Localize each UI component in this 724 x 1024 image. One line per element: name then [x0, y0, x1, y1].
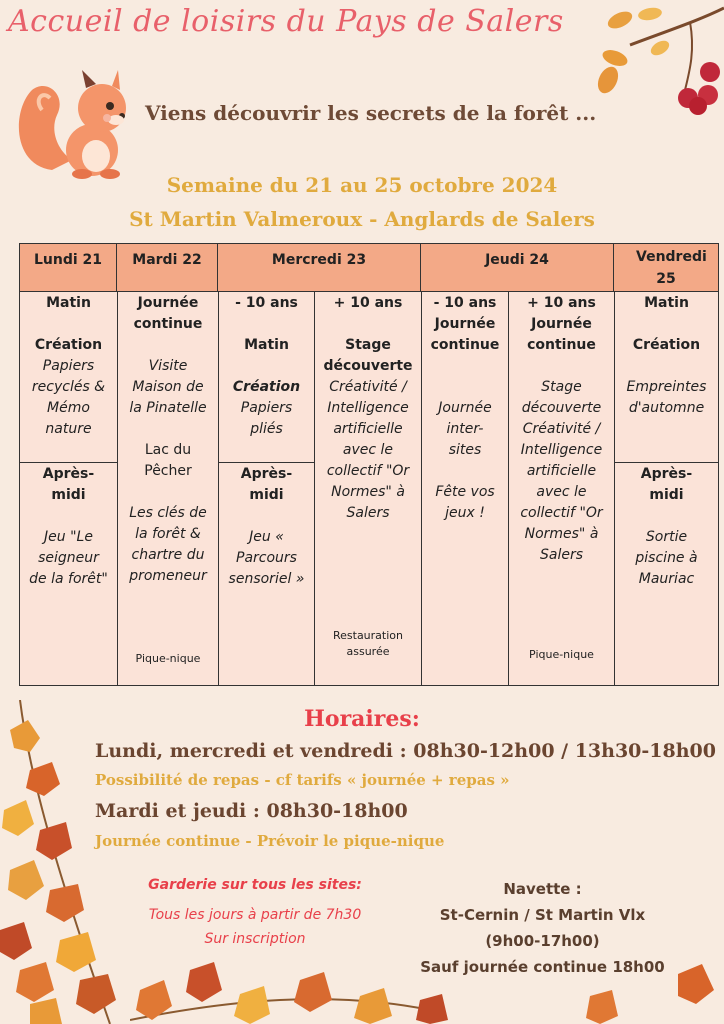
friday-morning-cell — [615, 293, 718, 419]
activity-desc: Jeu « Parcours sensoriel » — [228, 529, 305, 587]
day-header-thursday: Jeudi 24 — [421, 244, 614, 292]
activity-desc: Stage découverte Créativité / Intelligence artificielle avec le collectif "Or Normes" à Salers — [520, 379, 603, 563]
period-label: Matin — [644, 295, 689, 311]
activity-title: Création — [232, 379, 301, 395]
daycare-title: Garderie sur tous les sites: — [148, 877, 362, 893]
hours-line: Lundi, mercredi et vendredi : 08h30-12h00 / 13h30-18h00 — [95, 740, 716, 762]
page-title: Accueil de loisirs du Pays de Salers — [8, 4, 564, 39]
activity-desc: Les clés de la forêt & chartre du promeneur — [129, 505, 207, 584]
activity-desc: Lac du Pêcher — [144, 442, 192, 479]
age-label: + 10 ans — [527, 295, 596, 311]
daycare-line: Tous les jours à partir de 7h30 — [148, 907, 362, 923]
activity-desc: Visite Maison de la Pinatelle — [129, 358, 207, 416]
activity-desc: Journée inter-sites — [438, 400, 492, 458]
wednesday-over10-note — [315, 628, 421, 660]
period-label: Journée continue — [430, 316, 500, 353]
age-label: - 10 ans — [433, 295, 497, 311]
note-text: Pique-nique — [529, 648, 594, 661]
note-text: Restauration assurée — [332, 629, 403, 658]
hours-line: Mardi et jeudi : 08h30-18h00 — [95, 800, 408, 822]
activity-title: Création — [632, 337, 701, 353]
period-label: Matin — [244, 337, 289, 353]
day-header-monday: Lundi 21 — [20, 244, 117, 292]
grid-line — [20, 462, 117, 463]
activity-desc: Empreintes d'automne — [626, 379, 707, 416]
hours-note: Possibilité de repas - cf tarifs « journée + repas » — [95, 771, 510, 789]
berry-branch-icon — [590, 0, 724, 120]
monday-afternoon-cell — [20, 464, 117, 590]
friday-afternoon-cell — [615, 464, 718, 590]
period-label: Après-midi — [42, 466, 95, 503]
wednesday-under10-morning-cell — [219, 293, 314, 440]
daycare-info — [110, 873, 400, 951]
grid-line — [218, 462, 314, 463]
monday-morning-cell — [20, 293, 117, 440]
day-header-friday: Vendredi 25 — [614, 244, 718, 292]
shuttle-line: (9h00-17h00) — [485, 932, 600, 950]
squirrel-icon — [12, 70, 130, 180]
activity-desc: Jeu "Le seigneur de la forêt" — [29, 529, 108, 587]
schedule-table — [19, 243, 719, 686]
hours-heading: Horaires: — [304, 706, 420, 732]
wednesday-under10-afternoon-cell — [219, 464, 314, 590]
daycare-line: Sur inscription — [204, 931, 306, 947]
activity-desc: Sortie piscine à Mauriac — [635, 529, 698, 587]
tuesday-cell — [118, 293, 218, 587]
age-label: + 10 ans — [333, 295, 403, 311]
day-header-wednesday: Mercredi 23 — [218, 244, 421, 292]
age-label: - 10 ans — [235, 295, 298, 311]
period-label: Matin — [46, 295, 91, 311]
thursday-over10-cell — [509, 293, 614, 566]
hours-note: Journée continue - Prévoir le pique-nique — [95, 832, 445, 850]
activity-title: Création — [34, 337, 103, 353]
thursday-under10-cell — [422, 293, 508, 524]
activity-desc: Créativité / Intelligence artificielle avec le collectif "Or Normes" à Salers — [326, 379, 410, 521]
sites-names: St Martin Valmeroux - Anglards de Salers — [129, 207, 595, 231]
activity-desc: Papiers pliés — [240, 400, 293, 437]
activity-desc: Papiers recyclés & Mémo nature — [31, 358, 106, 437]
period-label: Après-midi — [240, 466, 293, 503]
week-dates: Semaine du 21 au 25 octobre 2024 — [166, 173, 558, 197]
shuttle-info — [410, 876, 675, 980]
period-label: Journée continue — [133, 295, 203, 332]
activity-title: Stage découverte — [323, 337, 413, 374]
tagline: Viens découvrir les secrets de la forêt ... — [145, 101, 597, 125]
grid-line — [614, 462, 718, 463]
activity-desc: Fête vos jeux ! — [435, 484, 495, 521]
shuttle-line: St-Cernin / St Martin Vlx — [439, 906, 646, 924]
tuesday-note — [118, 648, 218, 669]
period-label: Journée continue — [527, 316, 596, 353]
thursday-over10-note — [509, 644, 614, 665]
period-label: Après-midi — [640, 466, 693, 503]
shuttle-line: Sauf journée continue 18h00 — [420, 958, 665, 976]
day-header-tuesday: Mardi 22 — [117, 244, 218, 292]
note-text: Pique-nique — [135, 652, 201, 665]
wednesday-over10-cell — [315, 293, 421, 524]
shuttle-title: Navette : — [503, 880, 582, 898]
